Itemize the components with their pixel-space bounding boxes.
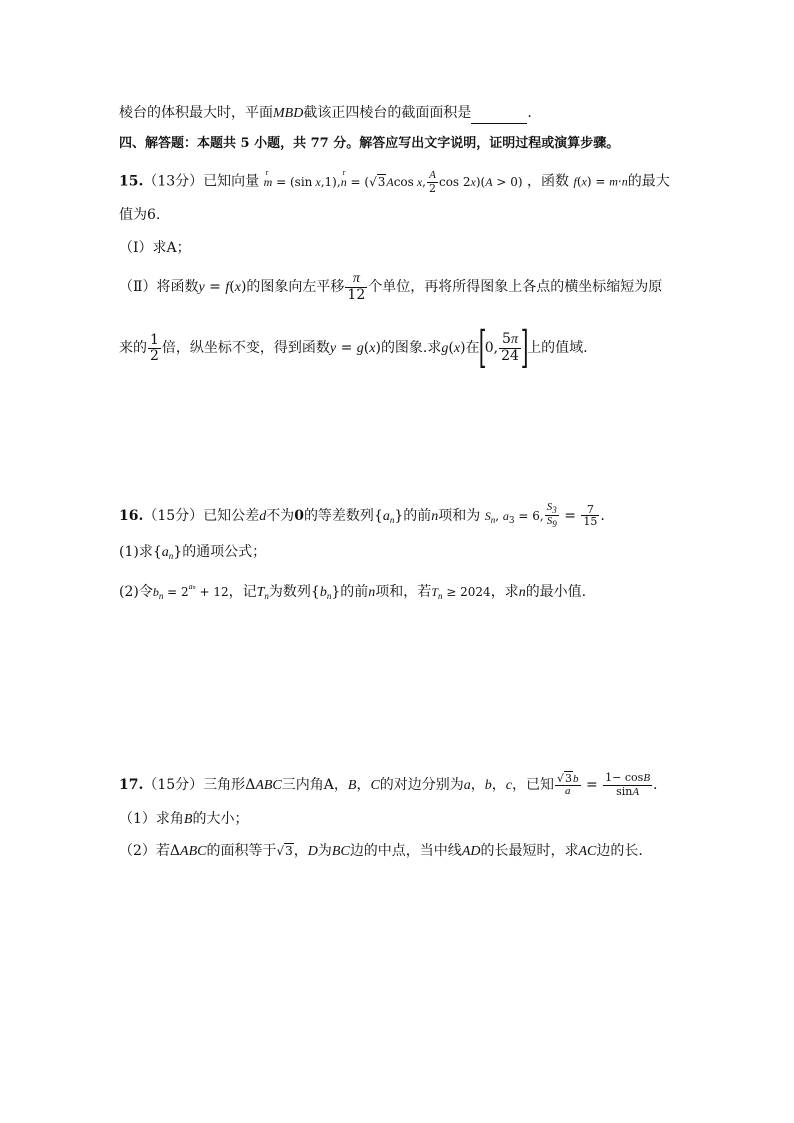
q16-part1: (1)求$\{a_n\}$的通项公式； [119, 544, 267, 561]
q17-part2: （2）若ΔABC的面积等于√3，D为BC边的中点，当中线AD的长最短时，求AC边的长. [119, 843, 643, 859]
q17-part1: （1）求角B的大小； [119, 811, 249, 827]
q15-line1: 15.（13分）已知向量 m r = (sin x,1),n r = (√3Acos x, $\frac{A}{2}$ cos 2x)(A > 0) ，函数 f(x) = m·n的最大 [119, 167, 670, 195]
q15-part2: （Ⅱ）将函数y = f(x)的图象向左平移 $\frac{\pi}{12}$ 个单位，再将所得图象上各点的横坐标缩短为原 [119, 271, 663, 303]
q16-line1: 16.（15分）已知公差d不为0的等差数列$\{a_n\}$的前n项和为 $S_n$, $a_3 = 6$, $\frac{S_3}{S_9}$ = $\frac{7}{15}$ . [119, 501, 605, 530]
q15-part1: （Ⅰ）求A； [119, 240, 191, 256]
q15-part2-cont: 来的 $\frac{1}{2}$ 倍，纵坐标不变，得到函数y = g(x)的图象.求g(x)在[0, $\frac{5\pi}{24}$ ]上的值域. [119, 322, 588, 373]
q15-line2: 值为6. [119, 207, 161, 223]
f-definition: f(x) = m·n [573, 174, 628, 189]
q16-part2: (2)令$b_n = 2^{an} + 12$，记$T_n$为数列$\{b_n\}$的前n项和，若$T_n \ge 2024$，求n的最小值. [119, 582, 587, 601]
q17-line1: 17.（15分）三角形ΔABC三内角A，B，C的对边分别为a，b，c，已知 $\frac{√3b}{a}$ = $\frac{1- \cos B}{\sin A}$ . [119, 771, 658, 798]
vector-m-def: m r = (sin x,1),n r = (√3Acos x, $\frac{A}{2}$ cos 2x)(A > 0) [263, 167, 523, 195]
frustum-question-tail: 棱台的体积最大时，平面MBD截该正四棱台的截面面积是 . [119, 103, 532, 124]
answer-blank [471, 109, 527, 124]
section-heading: 四、解答题：本题共 5 小题，共 77 分。解答应写出文字说明，证明过程或演算步骤。 [119, 136, 620, 151]
